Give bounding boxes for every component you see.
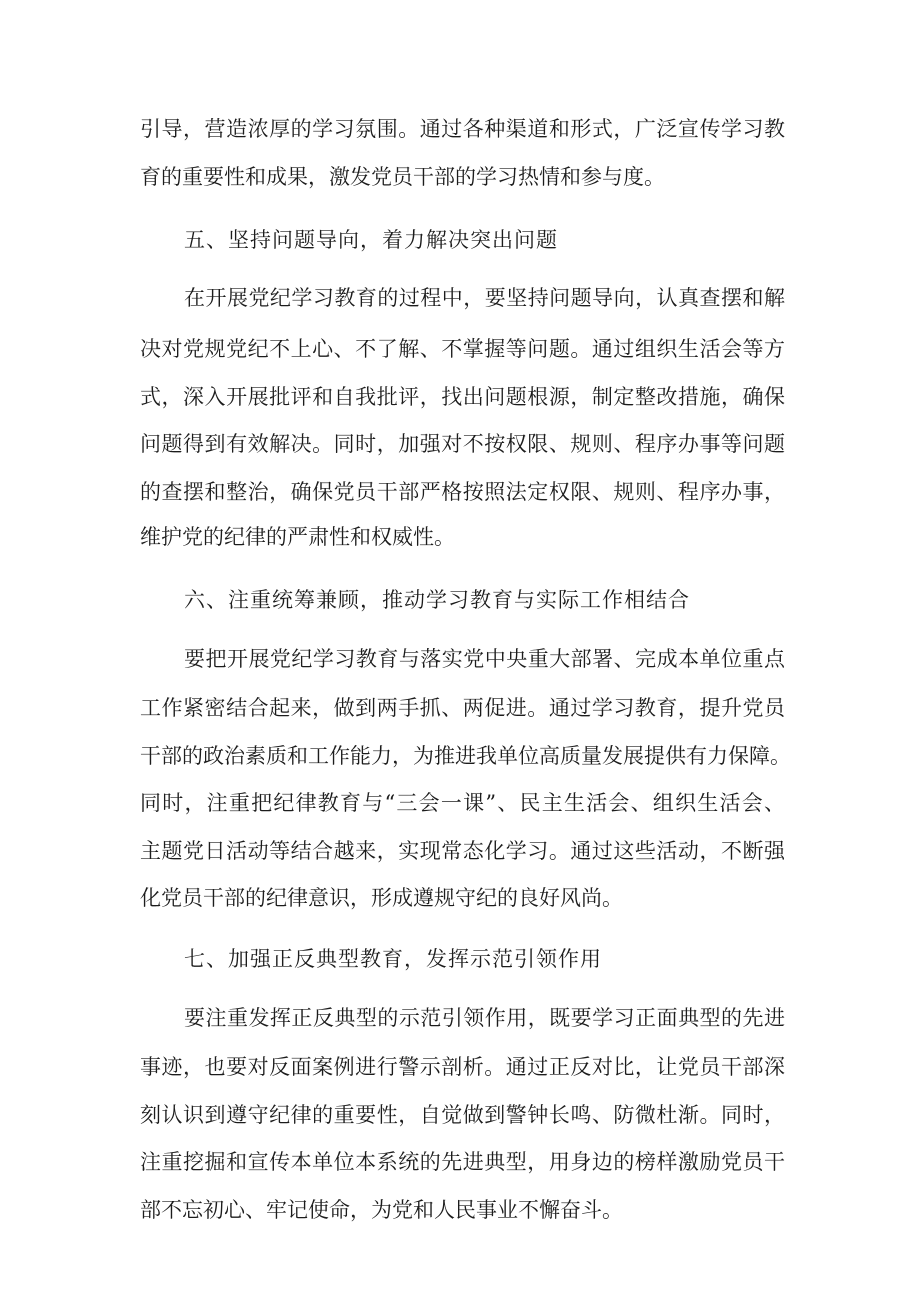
s6-line-2: 工作紧密结合起来，做到两手抓、两促进。通过学习教育，提升党员: [140, 696, 785, 720]
s7-line-1: 要注重发挥正反典型的示范引领作用，既要学习正面典型的先进: [184, 1006, 785, 1030]
s6-line-4: 同时，注重把纪律教育与“三会一课”、民主生活会、组织生活会、: [140, 791, 785, 815]
s7-line-2: 事迹，也要对反面案例进行警示剖析。通过正反对比，让党员干部深: [140, 1055, 785, 1079]
s7-line-4: 注重挖掘和宣传本单位本系统的先进典型，用身边的榜样激励党员干: [140, 1150, 785, 1174]
section-6-heading: 六、注重统筹兼顾，推动学习教育与实际工作相结合: [184, 588, 690, 612]
s6-line-3: 干部的政治素质和工作能力，为推进我单位高质量发展提供有力保障。: [140, 744, 791, 768]
s5-line-4: 问题得到有效解决。同时，加强对不按权限、规则、程序办事等问题: [140, 432, 785, 456]
s7-line-5: 部不忘初心、牢记使命，为党和人民事业不懈奋斗。: [140, 1198, 623, 1222]
s5-line-3: 式，深入开展批评和自我批评，找出问题根源，制定整改措施，确保: [140, 385, 785, 409]
section-5-heading: 五、坚持问题导向，着力解决突出问题: [184, 228, 558, 252]
section-7-heading: 七、加强正反典型教育，发挥示范引领作用: [184, 947, 602, 971]
s5-line-1: 在开展党纪学习教育的过程中，要坚持问题导向，认真查摆和解: [184, 286, 785, 310]
s5-line-6: 维护党的纪律的严肃性和权威性。: [140, 525, 455, 549]
s7-line-3: 刻认识到遵守纪律的重要性，自觉做到警钟长鸣、防微杜渐。同时，: [140, 1103, 785, 1127]
s5-line-5: 的查摆和整治，确保党员干部严格按照法定权限、规则、程序办事，: [140, 480, 785, 504]
s6-line-5: 主题党日活动等结合越来，实现常态化学习。通过这些活动，不断强: [140, 839, 785, 863]
s6-line-1: 要把开展党纪学习教育与落实党中央重大部署、完成本单位重点: [184, 647, 785, 671]
intro-line-2: 育的重要性和成果，激发党员干部的学习热情和参与度。: [140, 165, 665, 189]
intro-line-1: 引导，营造浓厚的学习氛围。通过各种渠道和形式，广泛宣传学习教: [140, 117, 785, 141]
s5-line-2: 决对党规党纪不上心、不了解、不掌握等问题。通过组织生活会等方: [140, 337, 785, 361]
s6-line-6: 化党员干部的纪律意识，形成遵规守纪的良好风尚。: [140, 886, 623, 910]
